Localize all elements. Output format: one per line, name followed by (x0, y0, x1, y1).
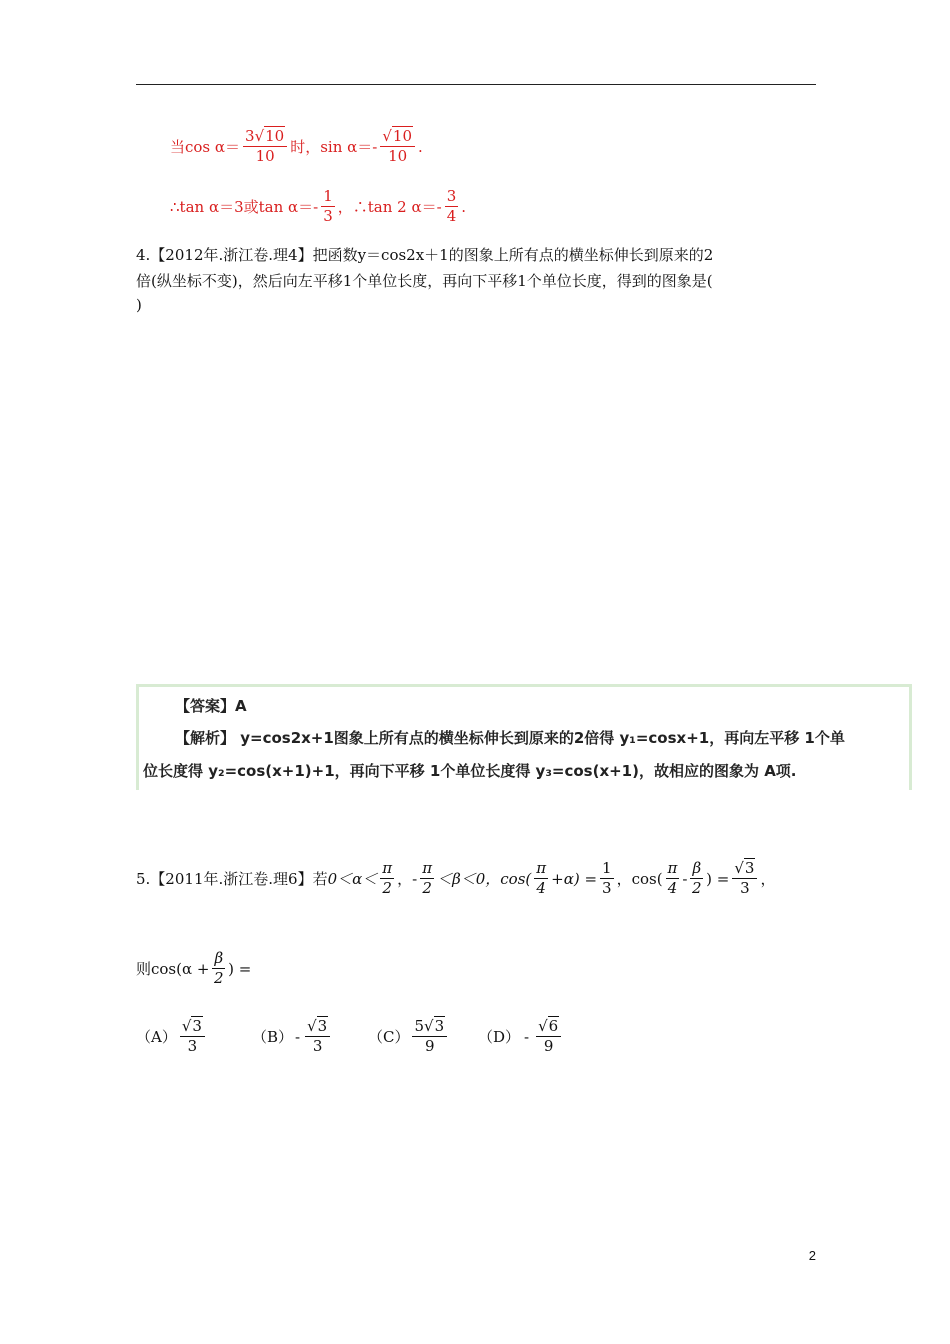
fraction: $\frac{3√10}{10}$ (243, 128, 287, 166)
text: 当cos α＝ (170, 138, 241, 157)
fraction: $\frac{√3}{3}$ (732, 860, 757, 898)
header-rule (136, 84, 816, 85)
option-c[interactable]: （C） $\frac{5√3}{9}$ (368, 1018, 478, 1056)
solution-line-cos: 当cos α＝ $\frac{3√10}{10}$ 时，sin α＝- $\frac{√10}{10}$ . (170, 127, 423, 166)
fraction: $\frac{1}{3}$ (323, 187, 333, 226)
fraction: $\frac{\pi}{4}$ (536, 859, 547, 898)
option-b[interactable]: （B） - $\frac{√3}{3}$ (252, 1018, 368, 1056)
question-5-lead: 5.【2011年.浙江卷.理6】若 (136, 870, 328, 889)
option-d[interactable]: （D） - $\frac{√6}{9}$ (478, 1018, 564, 1056)
fraction: $\frac{\pi}{2}$ (382, 859, 393, 898)
question-5-line-2: 则cos(α + $\frac{\beta}{2}$ ) = (136, 949, 252, 988)
question-4-line-3: ) (136, 296, 142, 314)
fraction: $\frac{\beta}{2}$ (692, 859, 702, 898)
solution-line-tan: ∴tan α＝3或tan α＝- $\frac{1}{3}$ ，∴tan 2 α＝- $\frac{3}{4}$ . (170, 187, 467, 226)
option-a[interactable]: （A） $\frac{√3}{3}$ (136, 1018, 252, 1056)
question-4-line-2: 倍(纵坐标不变)，然后向左平移1个单位长度，再向下平移1个单位长度，得到的图象是( (136, 272, 713, 290)
fraction: $\frac{\pi}{4}$ (667, 859, 678, 898)
question-5-line-1: 5.【2011年.浙江卷.理6】若 0＜α＜ $\frac{\pi}{2}$ ，- $\frac{\pi}{2}$ ＜β＜0，cos( $\frac{\pi}{4}$ +α) = $\frac{1}{3}$ ，cos( $\frac{\pi}{4}$ - $\frac{\beta}{2}$ ) = $\frac{√3}{3}$ ， (136, 859, 776, 898)
text: 时，sin α＝- (290, 138, 378, 157)
answer-options (136, 1018, 564, 1056)
answer-label: 【答案】A (175, 697, 247, 715)
page-number: 2 (808, 1248, 816, 1263)
fraction: $\frac{3}{4}$ (446, 187, 457, 226)
text: ∴tan α＝3或tan α＝- (170, 198, 319, 217)
fraction: $\frac{1}{3}$ (602, 859, 612, 898)
fraction: $\frac{√10}{10}$ (380, 128, 415, 166)
fraction: $\frac{\pi}{2}$ (422, 859, 433, 898)
fraction: $\frac{\beta}{2}$ (214, 949, 224, 988)
answer-box (136, 684, 912, 790)
text: ，∴tan 2 α＝- (337, 198, 442, 217)
explanation-line-2: 位长度得 y₂=cos(x+1)+1，再向下平移 1个单位长度得 y₃=cos(x+1)，故相应的图象为 A项. (143, 762, 797, 780)
explanation-line-1: 【解析】 y=cos2x+1图象上所有点的横坐标伸长到原来的2倍得 y₁=cosx+1，再向左平移 1个单 (175, 729, 845, 747)
question-4-line-1: 4.【2012年.浙江卷.理4】把函数y＝cos2x＋1的图象上所有点的横坐标伸长到原来的2 (136, 246, 714, 264)
